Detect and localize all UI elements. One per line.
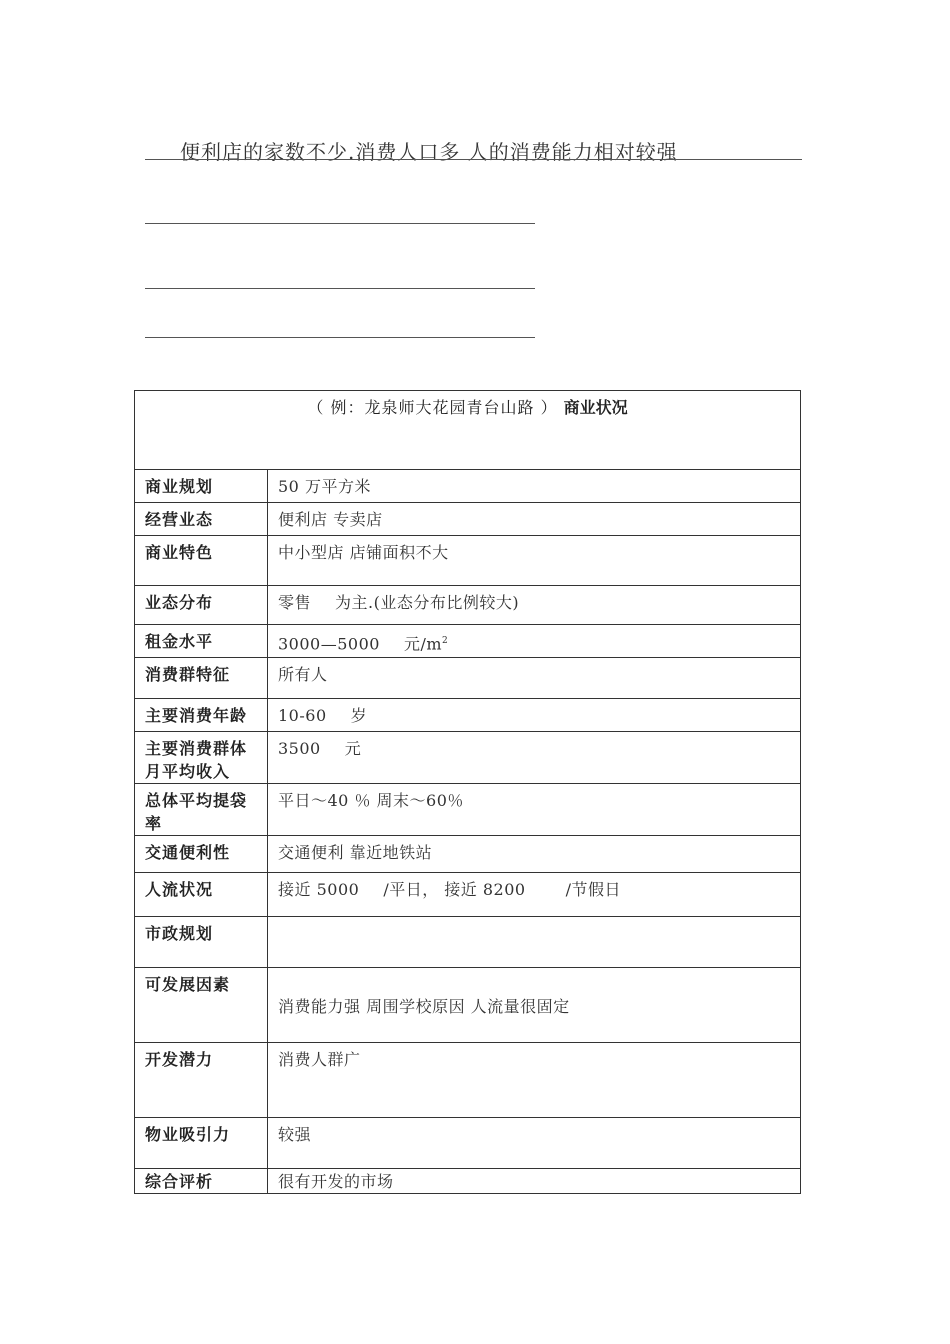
value-part: 3500	[278, 739, 321, 758]
blank-fill-line-1	[145, 223, 535, 224]
value-part: 元/m	[403, 634, 443, 654]
row-label: 综合评析	[135, 1169, 268, 1194]
row-value: 中小型店 店铺面积不大	[268, 536, 801, 586]
table-row	[135, 503, 801, 536]
row-label: 租金水平	[135, 625, 268, 658]
table-row	[135, 1043, 801, 1118]
table-row	[135, 658, 801, 699]
value-part: 为主.(业态分布比例较大)	[335, 593, 520, 612]
row-value: 消费人群广	[268, 1043, 801, 1118]
table-row	[135, 873, 801, 917]
table-row	[135, 836, 801, 873]
table-row	[135, 699, 801, 732]
row-value	[268, 699, 801, 732]
table-row	[135, 586, 801, 625]
page-heading: 便利店的家数不少.消费人口多 人的消费能力相对较强	[180, 140, 678, 164]
row-value	[268, 586, 801, 625]
value-part: 元	[344, 739, 362, 758]
row-value	[268, 625, 801, 658]
value-superscript: 2	[442, 636, 449, 646]
table-row	[135, 470, 801, 503]
row-value: 很有开发的市场	[268, 1169, 801, 1194]
row-label: 商业规划	[135, 470, 268, 503]
value-part: /节假日	[565, 880, 622, 899]
row-value: 便利店 专卖店	[268, 503, 801, 536]
row-value: 较强	[268, 1118, 801, 1169]
value-part: /平日， 接近 8200	[383, 880, 526, 899]
row-label: 主要消费群体月平均收入	[135, 732, 268, 784]
table-row	[135, 968, 801, 1043]
row-label: 总体平均提袋率	[135, 784, 268, 836]
row-label: 开发潜力	[135, 1043, 268, 1118]
row-value: 交通便利 靠近地铁站	[268, 836, 801, 873]
row-value: 50 万平方米	[268, 470, 801, 503]
table-row	[135, 1118, 801, 1169]
value-part: 3000—5000	[278, 634, 380, 654]
table-title-prefix: （ 例：龙泉师大花园青台山路 ）	[307, 398, 558, 417]
heading-underline	[145, 159, 802, 160]
table-row	[135, 1169, 801, 1194]
row-label: 可发展因素	[135, 968, 268, 1043]
table-row	[135, 625, 801, 658]
row-label: 市政规划	[135, 917, 268, 968]
blank-fill-line-3	[145, 337, 535, 338]
value-part: 岁	[350, 706, 368, 725]
row-label: 商业特色	[135, 536, 268, 586]
business-status-table	[134, 390, 801, 1194]
row-value: 所有人	[268, 658, 801, 699]
row-value	[268, 917, 801, 968]
row-value	[268, 873, 801, 917]
row-label: 物业吸引力	[135, 1118, 268, 1169]
blank-fill-line-2	[145, 288, 535, 289]
value-part: 10-60	[278, 706, 327, 725]
value-part: 接近 5000	[278, 880, 360, 899]
row-label: 人流状况	[135, 873, 268, 917]
table-title	[135, 391, 801, 470]
table-title-row	[135, 391, 801, 470]
table-title-suffix: 商业状况	[563, 398, 628, 417]
row-label: 消费群特征	[135, 658, 268, 699]
row-value: 平日～40 ％ 周末～60％	[268, 784, 801, 836]
row-value: 消费能力强 周围学校原因 人流量很固定	[268, 968, 801, 1043]
value-part: 零售	[278, 593, 312, 612]
table-row	[135, 784, 801, 836]
table-row	[135, 917, 801, 968]
row-value	[268, 732, 801, 784]
row-label: 交通便利性	[135, 836, 268, 873]
table-row	[135, 732, 801, 784]
row-label: 经营业态	[135, 503, 268, 536]
row-label: 主要消费年龄	[135, 699, 268, 732]
table-row	[135, 536, 801, 586]
row-label: 业态分布	[135, 586, 268, 625]
